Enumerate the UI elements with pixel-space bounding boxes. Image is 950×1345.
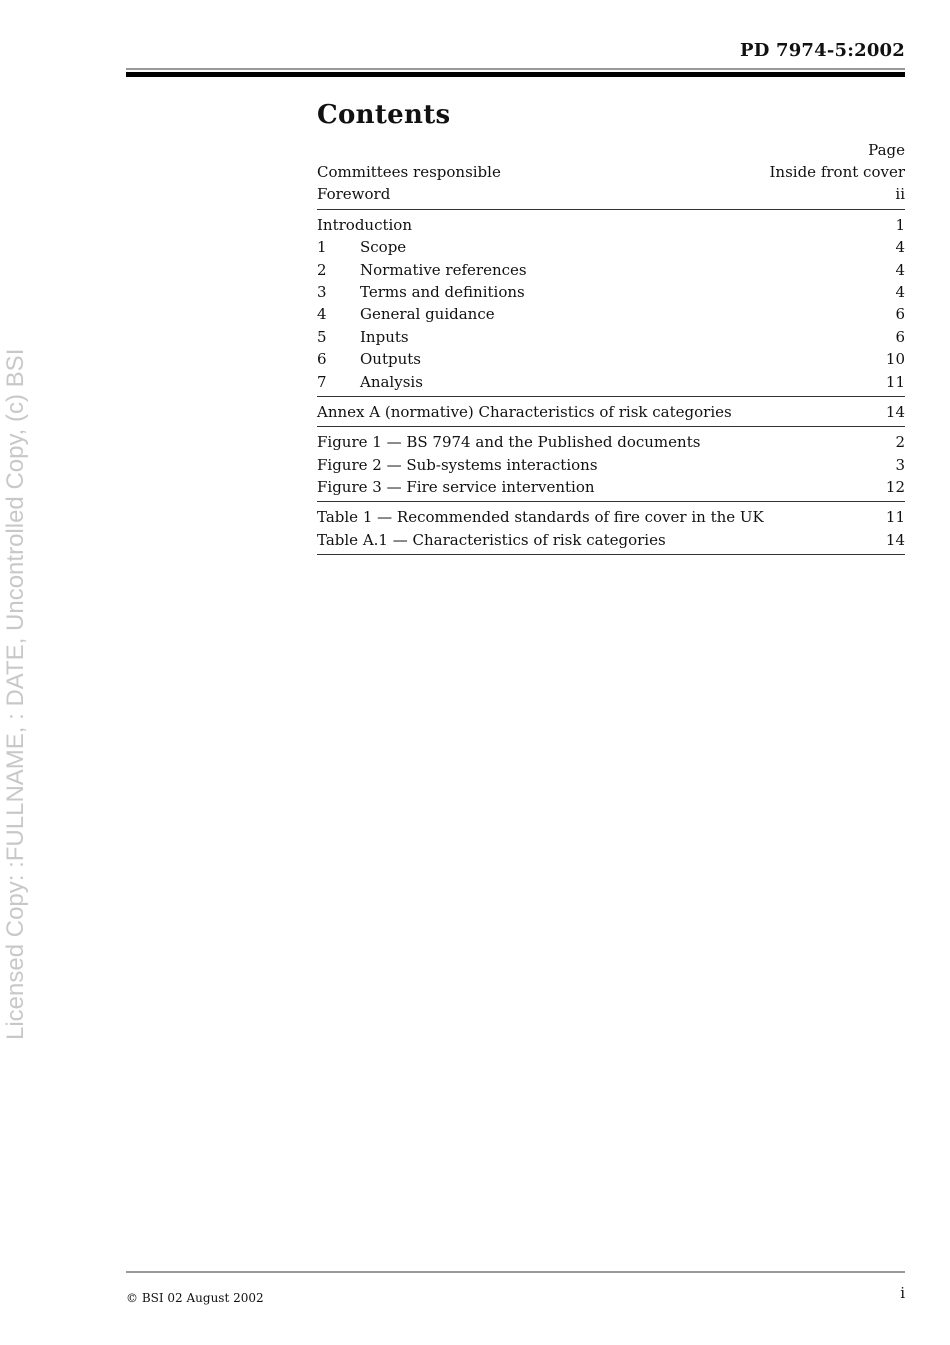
toc-entry-label: Committees responsible — [317, 163, 501, 181]
toc-entry-page: 14 — [885, 530, 905, 549]
toc-entry-page: 14 — [885, 402, 905, 421]
toc-entry[interactable] — [317, 326, 905, 348]
toc-entry[interactable] — [317, 259, 905, 281]
watermark: Licensed Copy: :FULLNAME, : DATE, Uncontrolled Copy, (c) BSI — [2, 348, 29, 1040]
toc-entry-label: Normative references — [360, 260, 527, 279]
toc-entry-number: 6 — [317, 350, 327, 369]
toc-entry-label: Annex A (normative) Characteristics of risk categories — [317, 402, 732, 421]
toc-entry-title — [317, 214, 412, 236]
toc-entry[interactable] — [317, 476, 905, 498]
toc-entry[interactable] — [317, 529, 905, 551]
footer-copyright: © BSI 02 August 2002 — [126, 1291, 264, 1305]
toc-entry-number: 5 — [317, 327, 327, 346]
toc-entry-page: 4 — [895, 282, 905, 301]
toc-entry-label: Table A.1 — Characteristics of risk categories — [317, 530, 666, 549]
page-column-label: Page — [868, 141, 905, 159]
toc-entry-title — [317, 529, 666, 551]
toc-entry-page: 4 — [895, 238, 905, 257]
toc-entry-label: Figure 2 — Sub-systems interactions — [317, 455, 598, 474]
toc-entry-page: Inside front cover — [769, 163, 905, 181]
toc-entry[interactable] — [317, 348, 905, 370]
table-of-contents — [317, 100, 905, 559]
toc-entry-page: 6 — [895, 305, 905, 324]
toc-entry-number: 4 — [317, 305, 327, 324]
toc-entry-page: 2 — [895, 433, 905, 452]
toc-entry-label: Introduction — [317, 215, 412, 234]
toc-entry-number: 2 — [317, 260, 327, 279]
toc-entry-page: 11 — [885, 372, 905, 391]
contents-title: Contents — [317, 100, 451, 130]
toc-entry-title — [317, 303, 495, 325]
toc-entry-label: Terms and definitions — [360, 282, 525, 301]
toc-entry-title — [317, 281, 525, 303]
toc-entry-page: 3 — [895, 455, 905, 474]
toc-group — [317, 431, 905, 502]
toc-entry-title — [317, 476, 595, 498]
toc-entry[interactable] — [317, 401, 905, 423]
toc-group — [317, 214, 905, 397]
toc-entry-number: 1 — [317, 238, 327, 257]
toc-entry-title — [317, 371, 423, 393]
toc-entry[interactable] — [317, 214, 905, 236]
toc-entry[interactable] — [317, 454, 905, 476]
toc-entry-page: 6 — [895, 327, 905, 346]
toc-entry[interactable] — [317, 506, 905, 528]
toc-entry-label: Scope — [360, 238, 407, 257]
toc-group — [317, 401, 905, 427]
toc-entry[interactable] — [317, 183, 905, 205]
toc-entry-label: Analysis — [360, 372, 423, 391]
toc-entry-title — [317, 161, 501, 183]
toc-entry-label: General guidance — [360, 305, 495, 324]
toc-entry-page: 4 — [895, 260, 905, 279]
toc-entry-label: Outputs — [360, 350, 421, 369]
toc-group — [317, 161, 905, 210]
toc-entry-number: 7 — [317, 372, 327, 391]
toc-entry-title — [317, 401, 732, 423]
toc-groups — [317, 161, 905, 555]
toc-entry[interactable] — [317, 431, 905, 453]
toc-entry-title — [317, 431, 700, 453]
toc-entry-title — [317, 236, 406, 258]
document-code: PD 7974-5:2002 — [739, 40, 905, 61]
toc-entry[interactable] — [317, 371, 905, 393]
toc-entry-page: ii — [895, 185, 905, 204]
header-rule-thin — [126, 68, 905, 70]
toc-entry-title — [317, 183, 390, 205]
toc-entry[interactable] — [317, 303, 905, 325]
toc-entry[interactable] — [317, 236, 905, 258]
toc-entry[interactable] — [317, 161, 905, 183]
footer-page-number: i — [900, 1284, 905, 1302]
toc-entry-page: 11 — [885, 508, 905, 527]
toc-entry-title — [317, 506, 764, 528]
footer-rule — [126, 1271, 905, 1273]
toc-entry-label: Figure 1 — BS 7974 and the Published documents — [317, 433, 701, 452]
toc-entry-title — [317, 259, 527, 281]
header-rule-thick — [126, 72, 905, 77]
toc-entry-title — [317, 348, 421, 370]
toc-entry[interactable] — [317, 281, 905, 303]
toc-entry-label: Table 1 — Recommended standards of fire cover in the UK — [317, 508, 764, 527]
toc-group — [317, 506, 905, 555]
toc-entry-label: Figure 3 — Fire service intervention — [317, 478, 595, 497]
toc-entry-label: Foreword — [317, 185, 391, 204]
toc-entry-label: Inputs — [360, 327, 409, 346]
toc-entry-page: 10 — [885, 350, 905, 369]
toc-entry-page: 12 — [885, 478, 905, 497]
toc-entry-number: 3 — [317, 282, 327, 301]
toc-entry-page: 1 — [895, 215, 905, 234]
toc-entry-title — [317, 326, 409, 348]
toc-entry-title — [317, 454, 598, 476]
